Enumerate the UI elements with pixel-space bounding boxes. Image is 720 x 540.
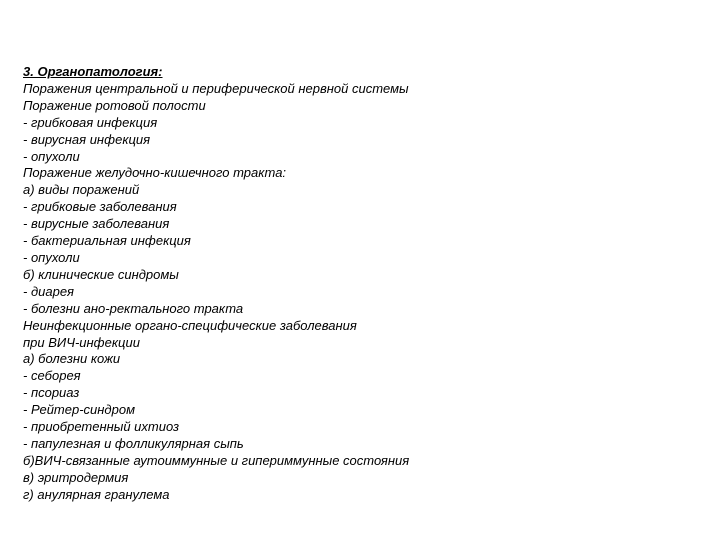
list-item-bacterial-infection: - бактериальная инфекция xyxy=(23,233,191,249)
text-line-lesion-types: а) виды поражений xyxy=(23,182,140,198)
list-item-papular-rash: - папулезная и фолликулярная сыпь xyxy=(23,435,244,451)
list-item-fungal-diseases: - грибковые заболевания xyxy=(23,199,177,215)
text-line-skin-diseases: а) болезни кожи xyxy=(23,351,121,367)
text-line-clinical-syndromes: б) клинические синдромы xyxy=(23,266,179,282)
text-line-autoimmune-states: б)ВИЧ-связанные аутоиммунные и гипериммунные состояния xyxy=(23,452,410,468)
list-item-seborrhea: - себорея xyxy=(23,368,81,384)
list-item-reiter-syndrome: - Рейтер-синдром xyxy=(23,402,135,418)
text-line-gi-tract: Поражение желудочно-кишечного тракта: xyxy=(23,165,287,181)
list-item-anorectal-diseases: - болезни ано-ректального тракта xyxy=(23,300,244,316)
list-item-viral-infection: - вирусная инфекция xyxy=(23,131,151,147)
text-line-oral-cavity: Поражение ротовой полости xyxy=(23,97,206,113)
list-item-tumors: - опухоли xyxy=(23,148,80,164)
list-item-diarrhea: - диарея xyxy=(23,283,74,299)
text-line-hiv-infection: при ВИЧ-инфекции xyxy=(23,334,140,350)
slide-text-body xyxy=(23,64,703,504)
text-line-noninfectious-diseases: Неинфекционные органо-специфические заболевания xyxy=(23,317,357,333)
text-line-erythroderma: в) эритродермия xyxy=(23,469,129,485)
section-heading: 3. Органопатология: xyxy=(23,64,163,79)
list-item-acquired-ichthyosis: - приобретенный ихтиоз xyxy=(23,419,180,435)
list-item-tumors-gi: - опухоли xyxy=(23,249,80,265)
list-item-viral-diseases: - вирусные заболевания xyxy=(23,216,170,232)
list-item-psoriasis: - псориаз xyxy=(23,385,80,401)
text-line-annular-granuloma: г) анулярная гранулема xyxy=(23,486,170,502)
list-item-fungal-infection: - грибковая инфекция xyxy=(23,114,158,130)
text-line-nervous-system: Поражения центральной и периферической нервной системы xyxy=(23,80,409,96)
